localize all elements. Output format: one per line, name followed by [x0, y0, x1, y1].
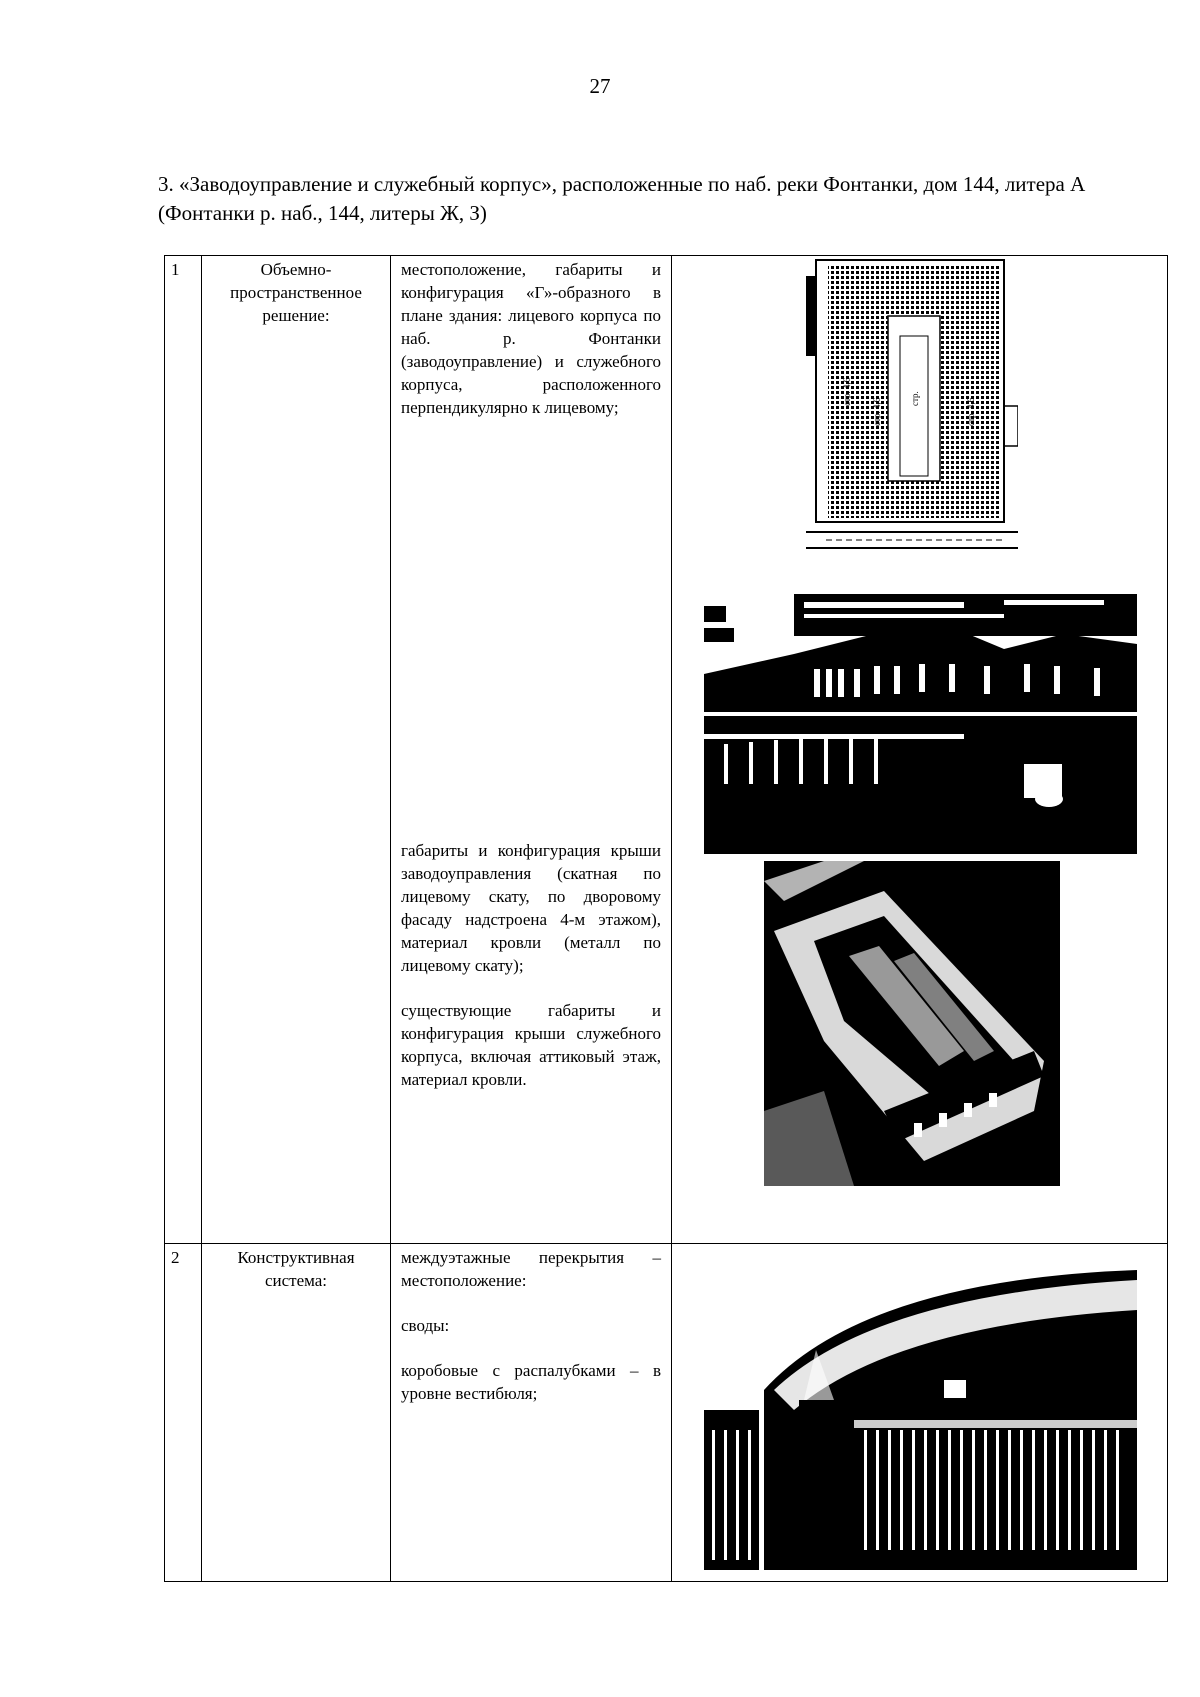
row-description	[391, 256, 672, 1244]
plan-label: стр. 4,6	[872, 397, 882, 426]
description-paragraph: габариты и конфигурация крыши заводоуправления (скатная по лицевому скату, по дворовому фасаду надстроена 4-м этажом), материал кровли (металл по лицевому скату);	[401, 841, 661, 975]
aerial-roof-photo	[764, 861, 1060, 1186]
row-category: Конструктивная система:	[202, 1244, 391, 1582]
row-description	[391, 1244, 672, 1582]
plan-label: стр. 4,6	[842, 377, 852, 406]
plan-label: стр.	[910, 391, 920, 406]
description-paragraph: местоположение, габариты и конфигурация «Г»-образного в плане здания: лицевого корпуса по наб. р. Фонтанки (заводоуправление) и служебного корпуса, расположенного перпендикулярно к лицевому;	[401, 260, 661, 417]
page-number: 27	[589, 74, 611, 98]
row-images	[672, 256, 1168, 1244]
row-images	[672, 1244, 1168, 1582]
site-plan-image	[806, 256, 1018, 568]
description-paragraph: своды:	[401, 1316, 450, 1335]
row-category: Объемно-пространственное решение:	[202, 256, 391, 1244]
row-number: 1	[165, 256, 202, 1244]
facade-photo	[704, 594, 1137, 854]
protection-table	[164, 255, 1168, 1582]
vestibule-vault-photo	[704, 1270, 1137, 1570]
description-paragraph: существующие габариты и конфигурация крыши служебного корпуса, включая аттиковый этаж, материал кровли.	[401, 1001, 661, 1089]
description-paragraph: междуэтажные перекрытия – местоположение:	[401, 1248, 661, 1290]
table-row	[165, 256, 1168, 1244]
table-row	[165, 1244, 1168, 1582]
description-paragraph: коробовые с распалубками – в уровне вестибюля;	[401, 1361, 661, 1403]
plan-label: стр. 4,6	[966, 397, 976, 426]
row-number: 2	[165, 1244, 202, 1582]
section-heading: 3. «Заводоуправление и служебный корпус», расположенные по наб. реки Фонтанки, дом 144, литера А (Фонтанки р. наб., 144, литеры Ж, З)	[158, 172, 1086, 225]
